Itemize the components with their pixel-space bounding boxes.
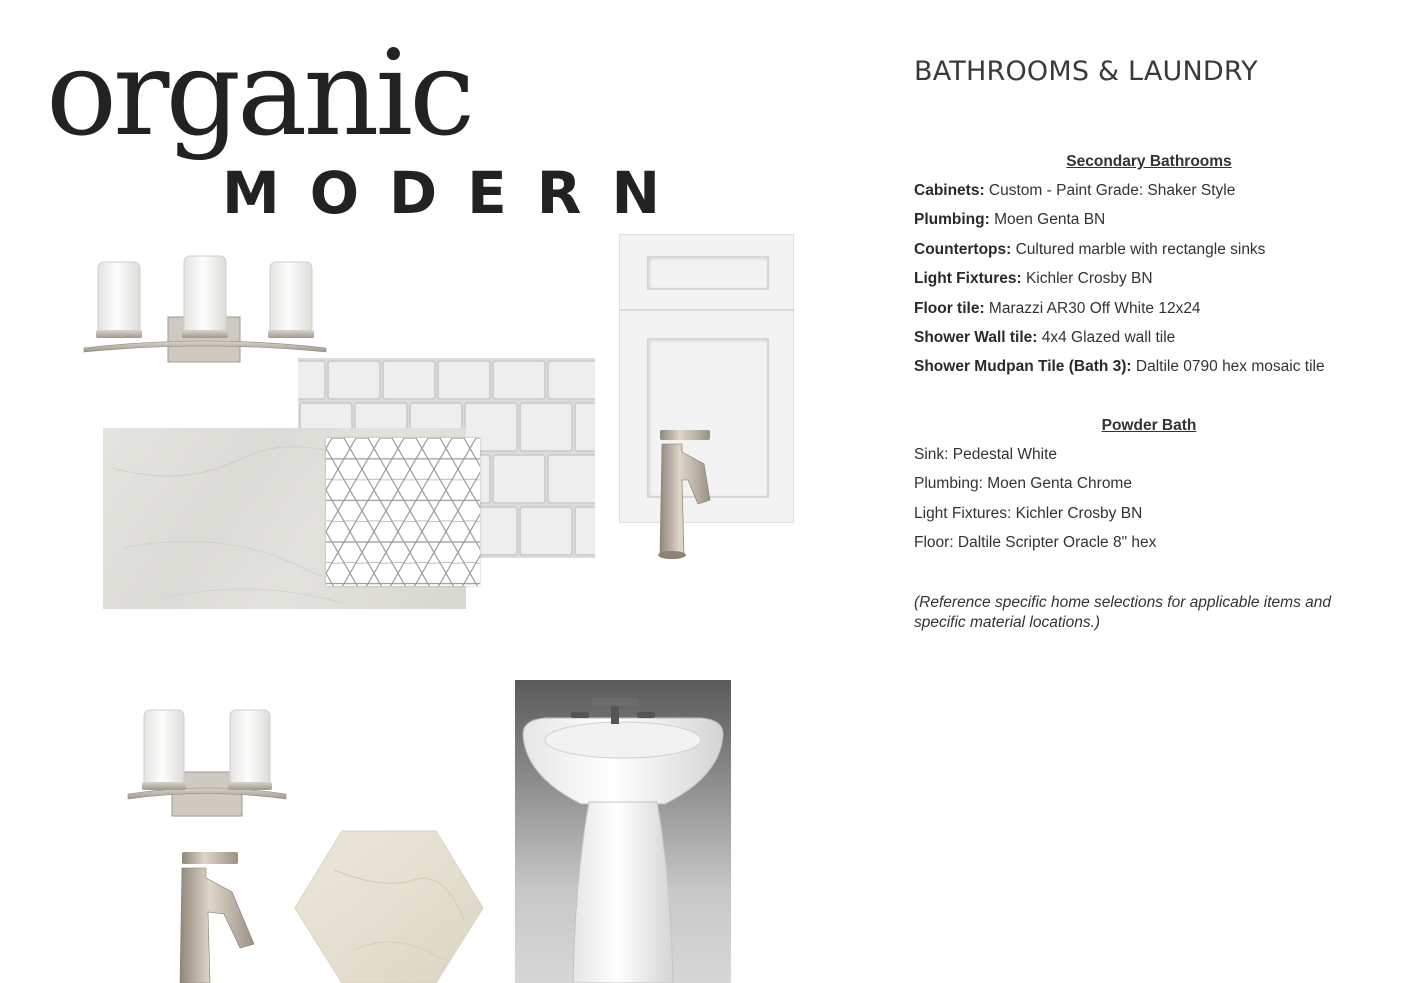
powder-light-fixtures: Light Fixtures: Kichler Crosby BN [914,504,1143,522]
spec-plumbing: Plumbing: Moen Genta BN [914,211,1106,229]
hex-mosaic-tile-image [326,438,480,586]
faucet-powder-bath-image [174,848,258,983]
powder-sink: Sink: Pedestal White [914,445,1058,463]
spec-panel [914,56,1374,633]
faucet-brushed-nickel-image [652,424,716,560]
logo-modern-text: MODERN [222,159,690,227]
spec-floor-tile: Floor tile: Marazzi AR30 Off White 12x24 [914,299,1201,317]
page-title: BATHROOMS & LAUNDRY [914,56,1258,87]
secondary-bathrooms-heading: Secondary Bathrooms [1066,153,1232,170]
spec-countertops: Countertops: Cultured marble with rectangle sinks [914,240,1266,258]
logo-organic-text: organic [46,24,472,162]
vanity-light-2-image [126,706,288,818]
powder-plumbing: Plumbing: Moen Genta Chrome [914,475,1132,493]
powder-bath-heading: Powder Bath [1101,416,1197,434]
powder-floor: Floor: Daltile Scripter Oracle 8" hex [914,534,1157,552]
cabinet-drawer-panel [647,256,769,290]
hexagon-floor-tile-image [294,830,484,983]
vanity-light-3-image [82,254,328,366]
reference-note: (Reference specific home selections for applicable items and specific material locations.) [914,594,1331,632]
spec-light-fixtures: Light Fixtures: Kichler Crosby BN [914,270,1153,288]
spec-shower-mudpan-tile: Shower Mudpan Tile (Bath 3): Daltile 0790 hex mosaic tile [914,358,1325,376]
spec-shower-wall-tile: Shower Wall tile: 4x4 Glazed wall tile [914,329,1176,347]
spec-cabinets: Cabinets: Custom - Paint Grade: Shaker Style [914,182,1236,199]
cabinet-rail [619,309,794,311]
pedestal-sink-image [515,680,731,983]
